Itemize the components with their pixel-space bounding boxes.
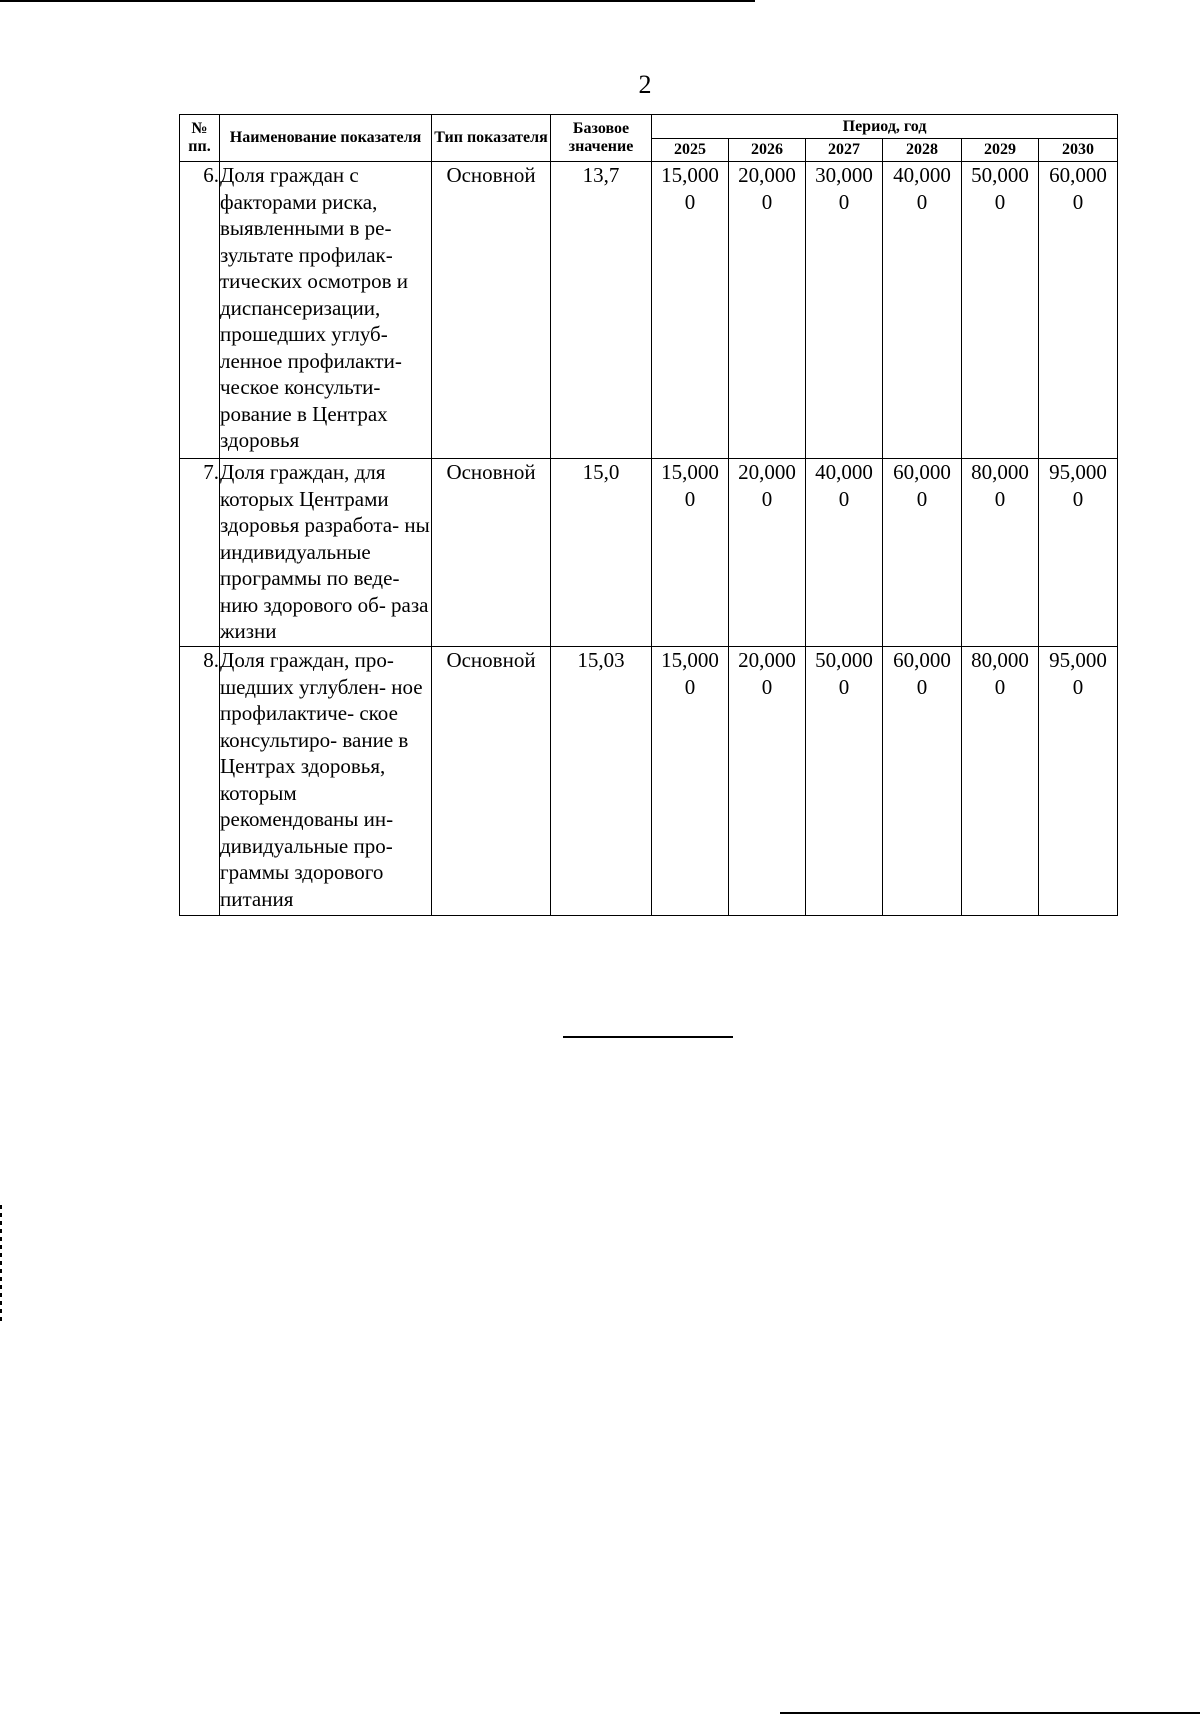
year-value-main: 80,000: [971, 460, 1029, 484]
year-value-main: 15,000: [661, 648, 719, 672]
year-value-tail: 0: [838, 674, 850, 699]
header-name: Наименование показателя: [220, 115, 432, 162]
indicator-name: Доля граждан, для которых Центрами здоровья разработа- ны индивидуальные программы по веде- нию здорового об- раза жизни: [220, 459, 432, 647]
year-value: [883, 459, 962, 647]
year-value: [962, 647, 1039, 916]
row-number: 8.: [180, 647, 220, 916]
header-base: Базовое значение: [551, 115, 652, 162]
table-row: [180, 162, 1118, 459]
year-value-tail: 0: [838, 486, 850, 511]
year-value-main: 80,000: [971, 648, 1029, 672]
base-value: 15,0: [551, 459, 652, 647]
table-body: [180, 162, 1118, 916]
year-value-tail: 0: [684, 486, 696, 511]
header-period: Период, год: [652, 115, 1118, 139]
year-value-tail: 0: [916, 486, 928, 511]
year-value-main: 15,000: [661, 163, 719, 187]
year-value: [806, 459, 883, 647]
year-value: [1039, 162, 1118, 459]
scan-border-left: [0, 1205, 2, 1325]
year-value: [883, 162, 962, 459]
table-row: [180, 647, 1118, 916]
indicator-type: Основной: [432, 162, 551, 459]
year-value-tail: 0: [916, 189, 928, 214]
year-value-main: 50,000: [815, 648, 873, 672]
scan-border-bottom: [780, 1712, 1200, 1714]
scan-border-top: [0, 0, 755, 2]
year-value-main: 20,000: [738, 163, 796, 187]
year-value-tail: 0: [838, 189, 850, 214]
year-value-main: 60,000: [1049, 163, 1107, 187]
year-value-tail: 0: [1072, 486, 1084, 511]
year-value-main: 95,000: [1049, 648, 1107, 672]
year-value-main: 50,000: [971, 163, 1029, 187]
header-year: 2025: [652, 139, 729, 162]
year-value-main: 40,000: [893, 163, 951, 187]
base-value: 15,03: [551, 647, 652, 916]
year-value: [729, 459, 806, 647]
year-value: [1039, 459, 1118, 647]
year-value-tail: 0: [684, 189, 696, 214]
year-value-tail: 0: [994, 674, 1006, 699]
year-value: [962, 459, 1039, 647]
indicator-name: Доля граждан с факторами риска, выявленными в ре- зультате профилак- тических осмотров и диспансеризации, прошедших углуб- ленное профилакти- ческое консульти- рование в Центрах здоровья: [220, 162, 432, 459]
table-row: [180, 459, 1118, 647]
header-year: 2028: [883, 139, 962, 162]
year-value-tail: 0: [1072, 674, 1084, 699]
indicator-type: Основной: [432, 459, 551, 647]
year-value: [652, 647, 729, 916]
year-value-main: 95,000: [1049, 460, 1107, 484]
row-number: 6.: [180, 162, 220, 459]
year-value: [1039, 647, 1118, 916]
indicators-table: [179, 114, 1118, 916]
year-value-main: 20,000: [738, 648, 796, 672]
year-value-tail: 0: [761, 486, 773, 511]
year-value-tail: 0: [1072, 189, 1084, 214]
year-value-main: 20,000: [738, 460, 796, 484]
header-year: 2030: [1039, 139, 1118, 162]
year-value: [652, 162, 729, 459]
year-value-tail: 0: [761, 674, 773, 699]
year-value: [883, 647, 962, 916]
year-value: [652, 459, 729, 647]
indicator-type: Основной: [432, 647, 551, 916]
table-header: [180, 115, 1118, 162]
year-value: [729, 647, 806, 916]
header-year: 2026: [729, 139, 806, 162]
year-value-tail: 0: [684, 674, 696, 699]
header-year: 2027: [806, 139, 883, 162]
year-value: [806, 647, 883, 916]
year-value-main: 30,000: [815, 163, 873, 187]
page-number: 2: [638, 70, 652, 99]
year-value: [806, 162, 883, 459]
header-num: № пп.: [180, 115, 220, 162]
end-separator-line: [563, 1036, 733, 1038]
base-value: 13,7: [551, 162, 652, 459]
year-value-tail: 0: [761, 189, 773, 214]
header-type: Тип показателя: [432, 115, 551, 162]
year-value: [729, 162, 806, 459]
header-year: 2029: [962, 139, 1039, 162]
year-value-main: 15,000: [661, 460, 719, 484]
indicator-name: Доля граждан, про- шедших углублен- ное профилактиче- ское консультиро- вание в Центрах здоровья, которым рекомендованы ин- дивидуальные про- граммы здорового питания: [220, 647, 432, 916]
year-value-main: 60,000: [893, 460, 951, 484]
year-value-main: 40,000: [815, 460, 873, 484]
year-value-main: 60,000: [893, 648, 951, 672]
year-value-tail: 0: [916, 674, 928, 699]
year-value-tail: 0: [994, 486, 1006, 511]
year-value-tail: 0: [994, 189, 1006, 214]
row-number: 7.: [180, 459, 220, 647]
year-value: [962, 162, 1039, 459]
